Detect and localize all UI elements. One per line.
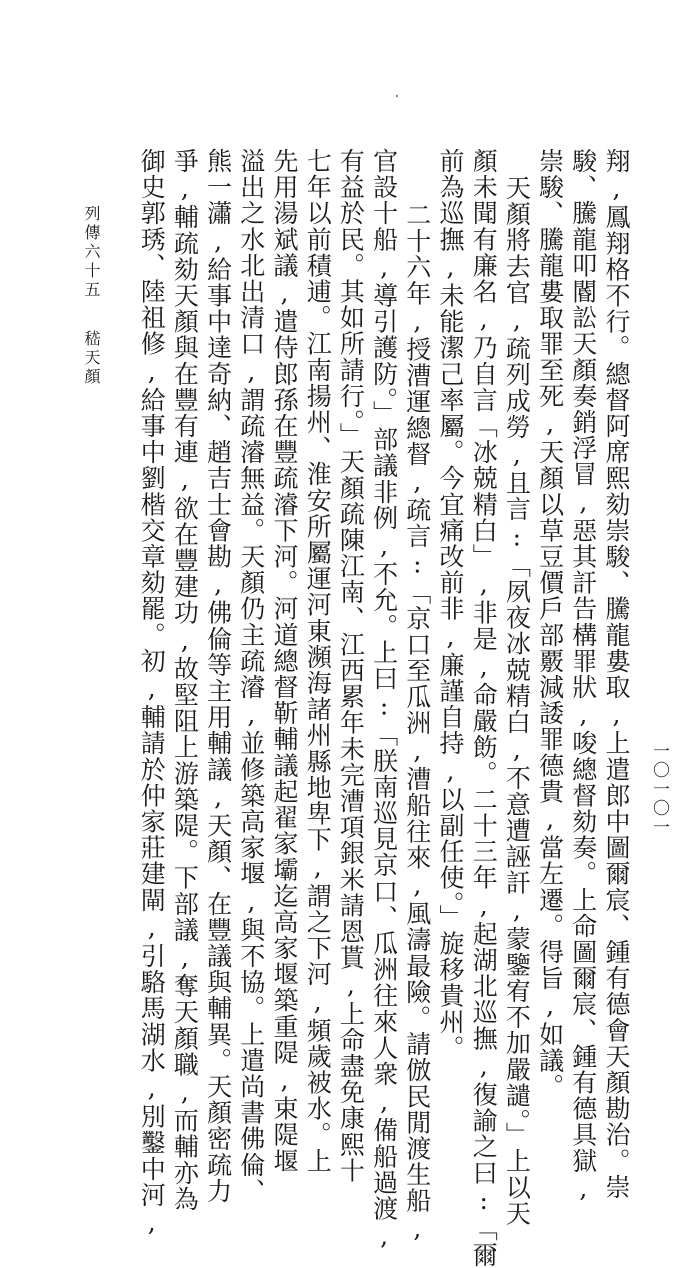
text-column: 七年以前積逋。江南揚州、淮安所屬運河東瀕海諸州縣地卑下,謂之下河,頻歲被水。上 (303, 148, 333, 1174)
text-column: 天顏將去官,疏列成勞,且言:「夙夜冰兢精白,不意遭誣訐,蒙鑒宥不加嚴譴。」上以天 (502, 175, 532, 1227)
page-speck (396, 95, 398, 97)
text-column: 官設十船,導引護防。」部議非例,不允。上曰:「朕南巡見京口、瓜洲往來人衆,備船過渡, (369, 148, 399, 1252)
text-column: 駿、騰龍叩閽訟天顏奏銷浮冒,惡其訐告構罪狀,唆總督劾奏。上命圖爾宸、鍾有德具獄, (568, 148, 598, 1204)
text-column: 先用湯斌議,遣侍郎孫在豐疏濬下河。河道總督靳輔議起翟家壩迄高家堰築重隄,束隄堰 (270, 148, 299, 1174)
text-column: 二十六年,授漕運總督,疏言:「京口至瓜洲,漕船往來,風濤最險。請倣民閒渡生船, (402, 202, 432, 1244)
text-column: 熊一瀟,給事中達奇納、趙吉士會勘,佛倫等主用輔議,天顏、在豐議與輔異。天顏密疏力 (203, 148, 233, 1204)
text-column: 顏未聞有廉名,乃自言「冰兢精白」,非是,命嚴飭。二十三年,起湖北巡撫,復諭之曰:「爾 (469, 148, 499, 1268)
text-column: 前為巡撫,未能潔己率屬。今宜痛改前非,廉謹自持,以副任使。」旋移貴州。 (436, 148, 465, 1061)
text-column: 溢出之水北出清口,謂疏濬無益。天顏仍主疏濬,並修築高家堰,與不協。上遣尚書佛倫、 (236, 148, 266, 1204)
running-header-chapter: 列傳六十五 (82, 205, 101, 300)
text-column: 爭,輔疏劾天顏與在豐有連,欲在豐建功,故堅阻上游築隄。下部議,奪天顏職,而輔亦為 (170, 148, 200, 1212)
page-number: 一〇一〇一 (649, 742, 669, 837)
text-column: 御史郭琇、陸祖修,給事中劉楷交章劾罷。初,輔請於仲家莊建閘,引駱馬湖水,別鑿中河, (137, 148, 167, 1239)
text-column: 有益於民。其如所請行。」天顏疏陳江南、江西累年未完漕項銀米請恩貰,上命盡免康熙十 (336, 148, 366, 1184)
text-column: 崇駿、騰龍婁取罪至死,天顏以草豆價戶部覈減諉罪德貴,當左遷。得旨,如議。 (535, 148, 565, 1100)
running-header-name: 嵇天顏 (82, 330, 101, 387)
text-column: 翔,鳳翔格不行。總督阿席熙劾崇駿、騰龍婁取,上遣郎中圖爾宸、鍾有德會天顏勘治。崇 (602, 148, 631, 1200)
